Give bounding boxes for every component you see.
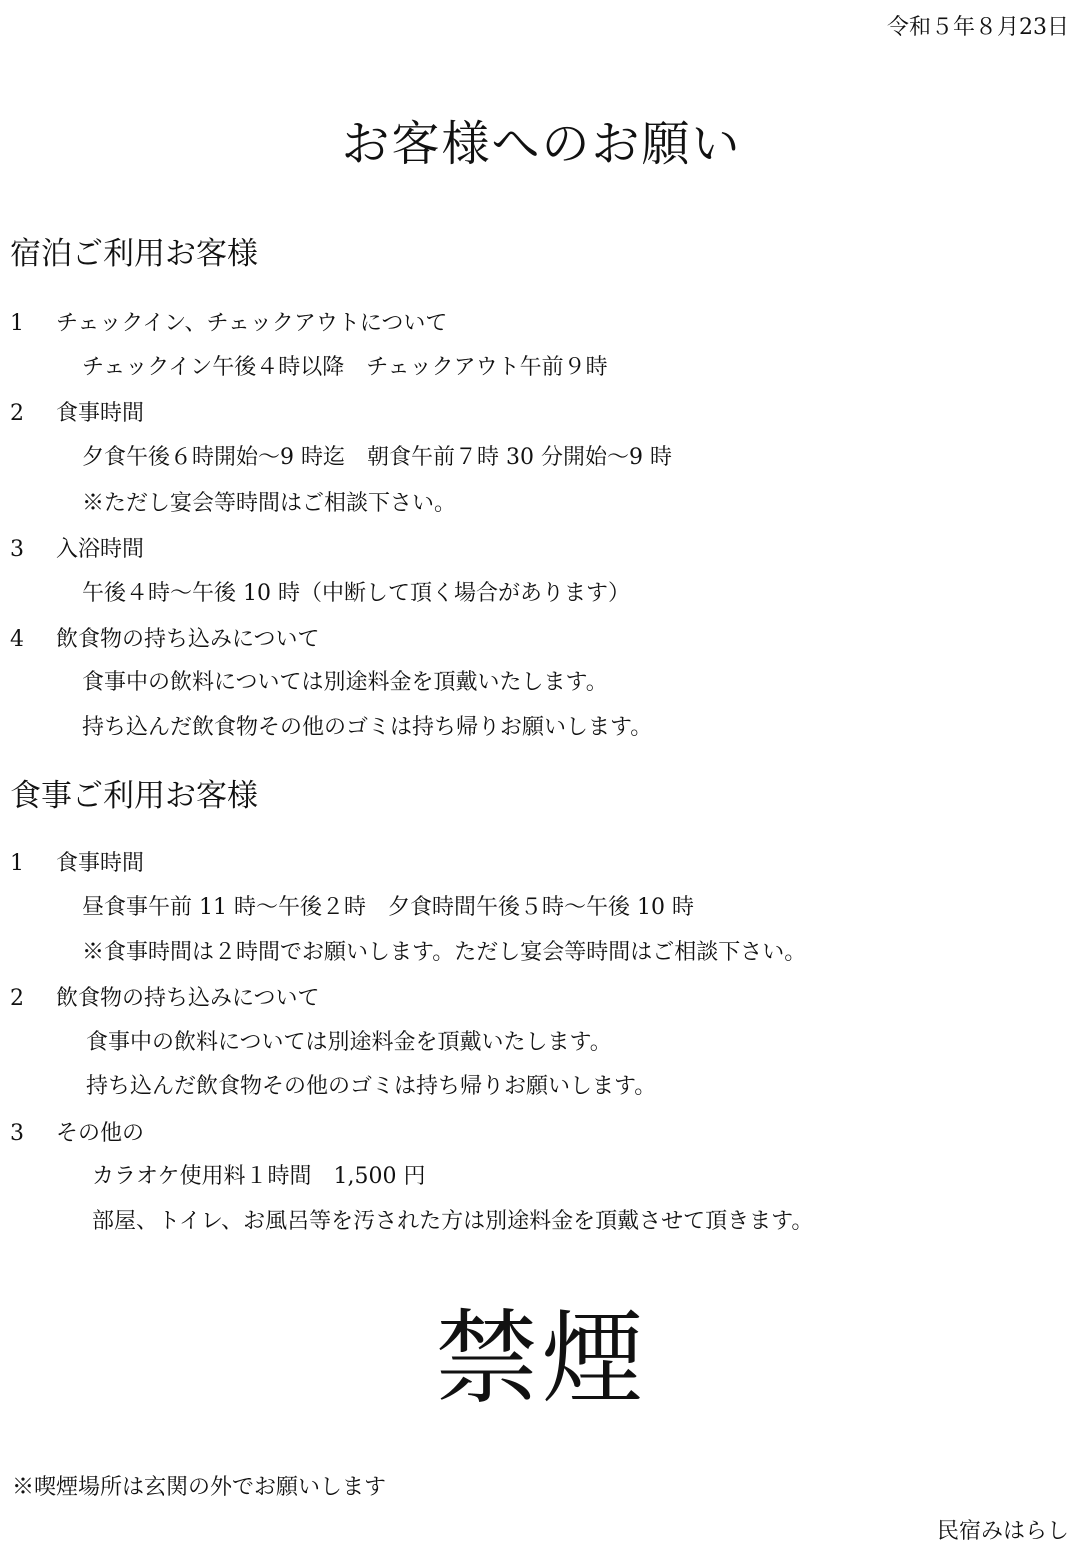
- item-label: チェックイン、チェックアウトについて: [56, 311, 448, 336]
- dining-item-1: [10, 846, 144, 877]
- item-label: 入浴時間: [56, 537, 145, 562]
- item-number: 1: [10, 851, 24, 876]
- lodging-item-4-line-2: 持ち込んだ飲食物その他のゴミは持ち帰りお願いします。: [82, 715, 653, 740]
- dining-item-3-line-1: カラオケ使用料１時間 1,500 円: [92, 1164, 426, 1189]
- dining-item-2-line-1: 食事中の飲料については別途料金を頂戴いたします。: [86, 1030, 612, 1055]
- lodging-item-2-line-2: ※ただし宴会等時間はご相談下さい。: [82, 491, 457, 516]
- item-label: 飲食物の持ち込みについて: [56, 627, 320, 652]
- dining-item-3-line-2: 部屋、トイレ、お風呂等を汚された方は別途料金を頂戴させて頂きます。: [92, 1209, 814, 1234]
- item-number: 3: [10, 537, 24, 562]
- dining-item-2-line-2: 持ち込んだ飲食物その他のゴミは持ち帰りお願いします。: [86, 1074, 657, 1099]
- item-label: 食事時間: [56, 851, 145, 876]
- item-label: その他の: [56, 1121, 145, 1146]
- lodging-item-3-line-1: 午後４時～午後 10 時（中断して頂く場合があります）: [82, 581, 630, 606]
- item-label: 食事時間: [56, 401, 145, 426]
- dining-item-1-line-2: ※食事時間は２時間でお願いします。ただし宴会等時間はご相談下さい。: [82, 940, 807, 965]
- item-number: 2: [10, 401, 24, 426]
- lodging-item-4-line-1: 食事中の飲料については別途料金を頂戴いたします。: [82, 670, 608, 695]
- signature: 民宿みはらし: [936, 1519, 1069, 1544]
- lodging-item-2: [10, 396, 144, 427]
- item-label: 飲食物の持ち込みについて: [56, 986, 320, 1011]
- lodging-item-2-line-1: 夕食午後６時開始～9 時迄 朝食午前７時 30 分開始～9 時: [82, 445, 672, 470]
- page-title: お客様へのお願い: [341, 116, 742, 172]
- dining-item-2: [10, 981, 320, 1012]
- date: 令和５年８月23日: [887, 15, 1069, 40]
- dining-item-1-line-1: 昼食事午前 11 時～午後２時 夕食時間午後５時～午後 10 時: [82, 895, 694, 920]
- no-smoking-sign: 禁煙: [435, 1300, 648, 1419]
- dining-heading: 食事ご利用お客様: [10, 778, 258, 814]
- item-number: 2: [10, 986, 24, 1011]
- item-number: 3: [10, 1121, 24, 1146]
- lodging-item-1: [10, 306, 447, 337]
- dining-item-3: [10, 1116, 144, 1147]
- lodging-heading: 宿泊ご利用お客様: [10, 236, 258, 272]
- lodging-item-1-line-1: チェックイン午後４時以降 チェックアウト午前９時: [82, 355, 608, 380]
- lodging-item-4: [10, 622, 320, 653]
- item-number: 4: [10, 627, 24, 652]
- smoking-area-note: ※喫煙場所は玄関の外でお願いします: [12, 1475, 387, 1500]
- lodging-item-3: [10, 532, 144, 563]
- item-number: 1: [10, 311, 24, 336]
